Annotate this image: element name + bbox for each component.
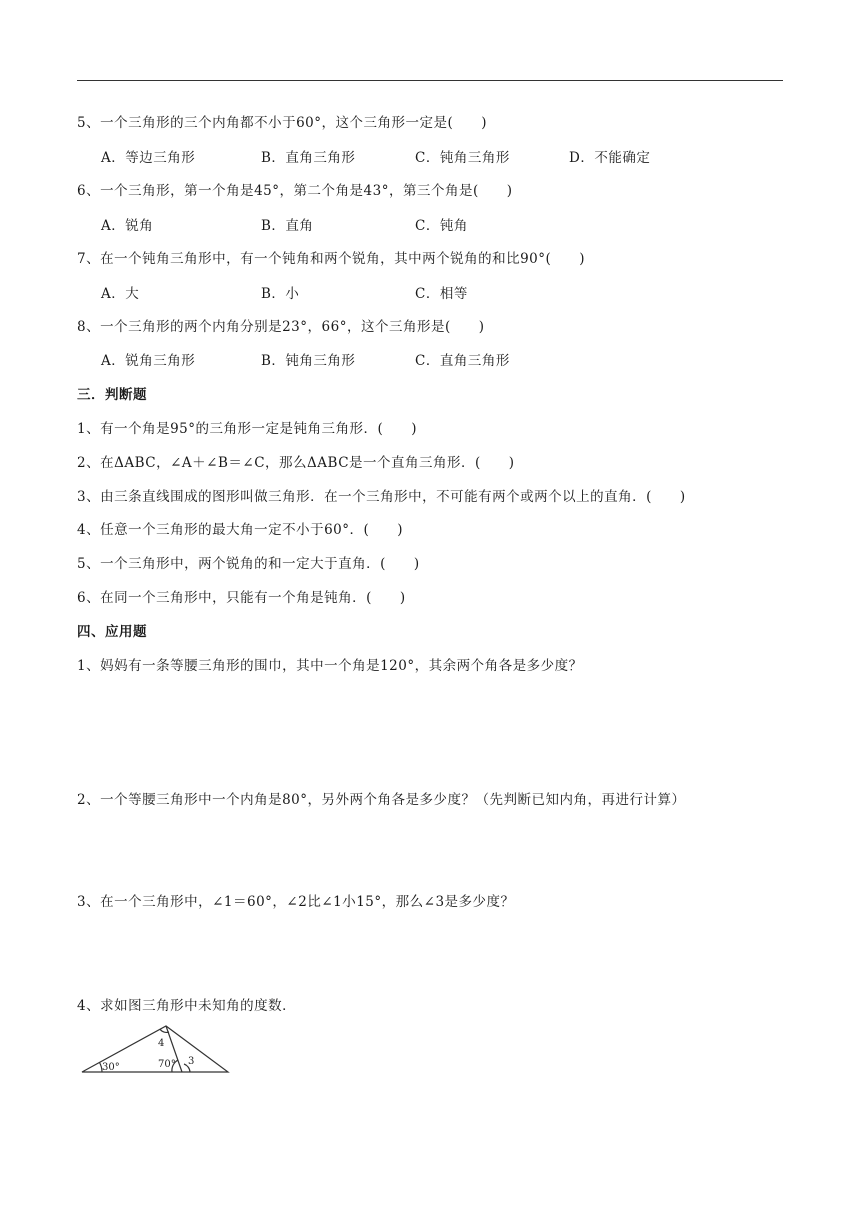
q8-option-c: C．直角三角形 bbox=[415, 353, 510, 369]
question-6: 6、一个三角形，第一个角是45°，第二个角是43°，第三个角是( ) bbox=[77, 183, 513, 199]
question-5: 5、一个三角形的三个内角都不小于60°，这个三角形一定是( ) bbox=[77, 115, 488, 131]
q6-option-a: A．锐角 bbox=[101, 218, 154, 234]
q5-option-a: A．等边三角形 bbox=[101, 150, 196, 166]
judgement-item-3: 3、由三条直线围成的图形叫做三角形．在一个三角形中，不可能有两个或两个以上的直角．( ) bbox=[77, 489, 686, 505]
q5-option-d: D．不能确定 bbox=[569, 150, 651, 166]
judgement-item-5: 5、一个三角形中，两个锐角的和一定大于直角．( ) bbox=[77, 556, 420, 572]
q7-option-b: B．小 bbox=[261, 286, 300, 302]
q6-option-b: B．直角 bbox=[261, 218, 314, 234]
q7-option-a: A．大 bbox=[101, 286, 140, 302]
q5-option-c: C．钝角三角形 bbox=[415, 150, 510, 166]
application-item-2: 2、一个等腰三角形中一个内角是80°，另外两个角各是多少度？（先判断已知内角，再进行计算） bbox=[77, 792, 686, 808]
angle-label-4: 4 bbox=[158, 1038, 165, 1049]
question-7: 7、在一个钝角三角形中，有一个钝角和两个锐角，其中两个锐角的和比90°( ) bbox=[77, 251, 586, 267]
triangle-figure bbox=[80, 1022, 232, 1078]
judgement-item-1: 1、有一个角是95°的三角形一定是钝角三角形．( ) bbox=[77, 421, 418, 437]
application-item-3: 3、在一个三角形中，∠1＝60°，∠2比∠1小15°，那么∠3是多少度？ bbox=[77, 894, 515, 910]
header-rule bbox=[77, 80, 783, 81]
application-item-1: 1、妈妈有一条等腰三角形的围巾，其中一个角是120°，其余两个角各是多少度？ bbox=[77, 658, 583, 674]
application-item-4: 4、求如图三角形中未知角的度数． bbox=[77, 998, 297, 1014]
judgement-item-4: 4、任意一个三角形的最大角一定不小于60°．( ) bbox=[77, 522, 404, 538]
angle-label-3: 3 bbox=[188, 1056, 195, 1067]
question-8: 8、一个三角形的两个内角分别是23°，66°，这个三角形是( ) bbox=[77, 319, 485, 335]
section-3-heading: 三．判断题 bbox=[77, 387, 147, 403]
angle-label-70: 70° bbox=[158, 1059, 176, 1070]
judgement-item-2: 2、在ΔABC，∠A＋∠B＝∠C，那么ΔABC是一个直角三角形．( ) bbox=[77, 455, 515, 471]
q8-option-a: A．锐角三角形 bbox=[101, 353, 196, 369]
q8-option-b: B．钝角三角形 bbox=[261, 353, 356, 369]
q7-option-c: C．相等 bbox=[415, 286, 468, 302]
section-4-heading: 四、应用题 bbox=[77, 624, 147, 640]
q5-option-b: B．直角三角形 bbox=[261, 150, 356, 166]
q6-option-c: C．钝角 bbox=[415, 218, 468, 234]
judgement-item-6: 6、在同一个三角形中，只能有一个角是钝角．( ) bbox=[77, 590, 406, 606]
angle-label-30: 30° bbox=[102, 1062, 120, 1073]
